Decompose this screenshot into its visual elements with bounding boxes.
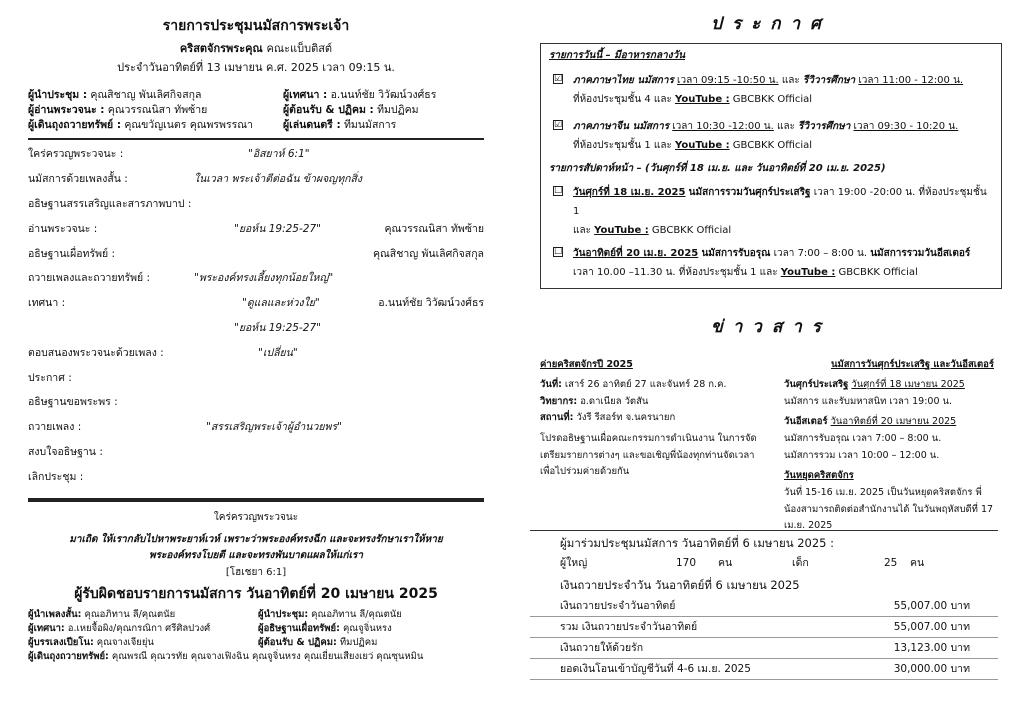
verse-reference: [โฮเชยา 6:1]: [225, 567, 287, 579]
role-value: อ.นนท์ชัย วิวัฒน์วงศ์ธร: [330, 89, 437, 101]
verse-label: ใคร่ครวญพระวจนะ: [213, 511, 299, 523]
order-detail: "ยอห์น 19:25-27": [234, 321, 321, 334]
easter-line: [784, 414, 994, 431]
holiday-text: วันที่ 15-16 เม.ย. 2025 เป็นวันหยุดคริสตจักร พี่น้องสามารถติดต่อสำนักงานได้ ในวันพฤหัสบดีที่ 17 เม.ย. 2025: [784, 486, 994, 532]
kids-count: 25: [884, 557, 898, 569]
order-row: [28, 347, 484, 372]
next-role: [28, 609, 258, 621]
event-day: วันอาทิตย์ที่ 20 เม.ย. 2025: [573, 248, 699, 260]
order-item: ถวายเพลง :: [28, 421, 82, 434]
news-easter: [784, 357, 994, 535]
offering-label: รวม เงินถวายประจำวันอาทิตย์: [560, 621, 698, 633]
role-welcome: [283, 104, 483, 117]
camp-place-value: วังรี รีสอร์ท จ.นครนายก: [576, 412, 676, 424]
verse-line: มาเถิด ให้เรากลับไปหาพระยาห์เวห์ เพราะว่าพระองค์ทรงฉีก และจะทรงรักษาเราให้หาย: [69, 534, 443, 546]
checkbox-checked-icon: ☑: [554, 119, 563, 130]
order-row: [28, 272, 484, 297]
role-preacher: [283, 89, 483, 102]
event-time: เวลา 7:00 – 8:00 น.: [773, 248, 868, 260]
order-row: [28, 471, 484, 496]
order-row: [28, 223, 484, 248]
next-role: [28, 637, 258, 649]
order-row: [28, 322, 484, 347]
checkbox-checked-icon: ☑: [554, 73, 563, 84]
youtube-channel: GBCBKK Official: [732, 93, 813, 105]
role-value: คุณขวัญเนตร คุณพรพรรณา: [124, 119, 253, 132]
conj: และ: [781, 74, 800, 86]
offering-amount: 30,000.00 บาท: [893, 663, 970, 675]
order-row: [28, 297, 484, 322]
next-role-label: ผู้นำประชุม:: [258, 609, 309, 621]
meditation-verse: [28, 512, 484, 580]
adults-label: ผู้ใหญ่: [560, 557, 588, 569]
order-detail: "อิสยาห์ 6:1": [248, 148, 310, 161]
service-time: เวลา 10:30 -12:00 น.: [672, 120, 774, 132]
order-item: ประกาศ :: [28, 371, 72, 384]
next-role-offering: [28, 651, 484, 663]
order-of-service-column: [28, 14, 484, 663]
goodfriday-line: [784, 377, 994, 394]
unit-label: คน: [910, 557, 925, 569]
goodfriday-label: วันศุกร์ประเสริฐ: [784, 379, 849, 391]
today-title: รายการวันนี้ – มีอาหารกลางวัน: [549, 50, 686, 62]
today-item-thai: [549, 71, 993, 109]
conj: และ: [777, 120, 795, 132]
camp-date: [540, 377, 772, 394]
next-week-schedule-title: รายการสัปดาห์หน้า – (วันศุกร์ที่ 18 เม.ย. และ วันอาทิตย์ที่ 20 เม.ย. 2025): [549, 162, 886, 174]
study-time: เวลา 11:00 - 12:00 น.: [858, 74, 964, 86]
next-role-label: ผู้เดินถุงถวายทรัพย์:: [28, 650, 109, 662]
next-role: [258, 623, 484, 635]
order-detail: "ยอห์น 19:25-27": [234, 222, 321, 235]
camp-speaker-value: อ.ดาเนียล วัตสัน: [580, 395, 649, 407]
order-row: [28, 396, 484, 421]
offering-row: [530, 659, 998, 680]
attendance-title: ผู้มาร่วมประชุมนมัสการ วันอาทิตย์ที่ 6 เมษายน 2025 :: [560, 536, 835, 550]
order-row: [28, 198, 484, 223]
event-desc: นมัสการรวมวันศุกร์ประเสริฐ: [688, 187, 811, 199]
order-item: อธิษฐานขอพระพร :: [28, 396, 118, 409]
announcements-box: [540, 43, 1002, 289]
verse-line: พระองค์ทรงโบยตี และจะทรงพันบาดแผลให้แก่เรา: [148, 549, 364, 561]
goodfriday-date: วันศุกร์ที่ 18 เมษายน 2025: [851, 379, 965, 391]
study-label: รีวิวารศึกษา: [802, 74, 856, 86]
next-role: [258, 637, 484, 649]
easter-service-1: นมัสการรับอรุณ เวลา 7:00 – 8:00 น.: [784, 433, 942, 444]
event-time-2: เวลา 10.00 –11.30 น. ที่ห้องประชุมชั้น 1 และ: [573, 267, 778, 279]
announcements-column: [540, 14, 1002, 535]
news-heading: ข่าวสาร: [711, 317, 831, 338]
news-section: [540, 357, 1002, 535]
study-label: รีวิวารศึกษา: [798, 120, 851, 132]
camp-date-label: วันที่:: [540, 379, 562, 391]
order-list: [28, 148, 484, 495]
next-role-value: อ.เหยจื้อผิง/คุณกรณิกา ศรีศิลปวงศ์: [67, 622, 211, 634]
offering-amount: 13,123.00 บาท: [893, 642, 970, 654]
easter-label: วันอีสเตอร์: [784, 416, 828, 428]
next-role-value: คุณจูจิ่นหรง: [342, 622, 392, 634]
offering-label: ยอดเงินโอนเข้าบัญชีวันที่ 4-6 เม.ย. 2025: [560, 663, 751, 675]
verse-text: [28, 532, 484, 563]
order-item: ใคร่ครวญพระวจนะ :: [28, 148, 124, 161]
next-role-label: ผู้ต้อนรับ & ปฏิคม:: [258, 636, 337, 648]
order-item: อธิษฐานสรรเสริญและสารภาพบาป :: [28, 197, 192, 210]
event-desc: นมัสการรับอรุณ: [701, 248, 771, 260]
service-time: เวลา 09:15 -10:50 น.: [677, 74, 779, 86]
church-name-bold: คริสตจักรพระคุณ: [179, 41, 263, 55]
next-week-title: ผู้รับผิดชอบรายการนมัสการ วันอาทิตย์ที่ 20 เมษายน 2025: [74, 585, 438, 602]
role-value: คุณวรรณนิสา ทัพซ้าย: [107, 104, 208, 117]
easter-service-2: นมัสการรวม เวลา 10:00 – 12:00 น.: [784, 449, 940, 461]
kids-label: เด็ก: [792, 557, 809, 569]
role-label: ผู้อ่านพระวจนะ :: [28, 104, 105, 117]
conj: และ: [573, 225, 591, 237]
role-label: ผู้เทศนา :: [283, 89, 328, 101]
camp-place: [540, 410, 772, 427]
order-item: ตอบสนองพระวจนะด้วยเพลง :: [28, 346, 164, 359]
event-desc-2: นมัสการรวมวันอีสเตอร์: [870, 248, 971, 260]
order-item: นมัสการด้วยเพลงสั้น :: [28, 173, 128, 186]
order-item: เทศนา :: [28, 297, 66, 310]
order-detail: "ดูแลและห่วงใย": [242, 297, 320, 310]
order-detail: "เปลี่ยน": [258, 346, 298, 359]
offering-title: เงินถวายประจำวัน วันอาทิตย์ที่ 6 เมษายน 2025: [560, 578, 800, 592]
order-detail: "พระองค์ทรงเลี้ยงทุกน้อยใหญ่": [194, 272, 334, 285]
next-role-label: ผู้เทศนา:: [28, 622, 65, 634]
offering-label: เงินถวายให้ด้วยรัก: [560, 642, 644, 654]
camp-place-label: สถานที่:: [540, 412, 574, 424]
order-person: คุณวรรณนิสา ทัพซ้าย: [384, 222, 484, 235]
order-person: คุณสิชาญ พันเลิศกิจสกุล: [373, 247, 484, 260]
role-label: ผู้เดินถุงถวายทรัพย์ :: [28, 119, 122, 132]
order-row: [28, 148, 484, 173]
next-role: [258, 609, 484, 621]
order-detail: "สรรเสริญพระเจ้าผู้อำนวยพร": [206, 421, 342, 434]
role-label: ผู้เล่นดนตรี :: [283, 119, 341, 132]
role-value: ทีมปฏิคม: [377, 104, 419, 117]
next-role-label: ผู้อธิษฐานเผื่อทรัพย์:: [258, 622, 340, 634]
church-denomination: คณะแบ็บติสต์: [266, 41, 333, 55]
youtube-channel: GBCBKK Official: [838, 267, 918, 279]
statistics-section: [530, 530, 998, 680]
attendance-title-row: [530, 533, 998, 554]
role-value: คุณสิชาญ พันเลิศกิจสกุล: [90, 89, 202, 101]
offering-row: [530, 596, 998, 617]
next-role-label: ผู้บรรเลงเปียโน:: [28, 636, 94, 648]
study-time: เวลา 09:30 - 10:20 น.: [853, 120, 959, 132]
next-role-value: คุณอภิทาน ลี/คุณตนัย: [84, 609, 176, 621]
today-item-chinese: [549, 117, 993, 155]
offering-row: [530, 638, 998, 659]
unit-label: คน: [718, 557, 733, 569]
camp-date-value: เสาร์ 26 อาทิตย์ 27 และจันทร์ 28 ก.ค.: [564, 379, 727, 391]
camp-speaker: [540, 394, 772, 411]
camp-speaker-label: วิทยากร:: [540, 395, 578, 407]
role-value: ทีมนมัสการ: [344, 119, 397, 132]
order-row: [28, 446, 484, 471]
order-item: อธิษฐานเผื่อทรัพย์ :: [28, 247, 116, 260]
church-name: [28, 42, 484, 56]
attendance-row: [530, 554, 998, 575]
service-lang: ภาคภาษาไทย นมัสการ: [573, 74, 674, 86]
role-label: ผู้นำประชุม :: [28, 89, 88, 101]
youtube-label: YouTube :: [594, 225, 649, 237]
holiday-title: วันหยุดคริสตจักร: [784, 470, 854, 482]
order-row: [28, 421, 484, 446]
offering-label: เงินถวายประจำวันอาทิตย์: [560, 600, 676, 612]
event-time: เวลา 19:00 -20:00 น. ที่ห้องประชุมชั้น 1: [573, 187, 987, 218]
camp-description: โปรดอธิษฐานเผื่อคณะกรรมการดำเนินงาน ในการจัดเตรียมรายการต่างๆ และขอเชิญพี่น้องทุกท่านจัดเวลา เพื่อไปร่วมค่ายด้วยกัน: [540, 433, 757, 478]
youtube-channel: GBCBKK Official: [651, 225, 732, 237]
place: ที่ห้องประชุมชั้น 1 และ: [573, 139, 672, 151]
event-day: วันศุกร์ที่ 18 เม.ย. 2025: [573, 187, 686, 199]
role-offering: [28, 119, 283, 132]
next-role-value: คุณพรณี คุณวรทัย คุณจางเฟิงฉิน คุณจูจิ่นหรง คุณเยี่ยนเสียงเยว่ คุณซุนหมิน: [111, 650, 424, 662]
order-item: สงบใจอธิษฐาน :: [28, 445, 103, 458]
offering-amount: 55,007.00 บาท: [893, 621, 970, 633]
youtube-label: YouTube :: [780, 267, 836, 279]
order-item: เลิกประชุม :: [28, 470, 84, 483]
adults-count: 170: [676, 557, 697, 569]
announcements-heading: ประกาศ: [711, 14, 831, 34]
order-row: [28, 372, 484, 397]
youtube-label: YouTube :: [675, 139, 730, 151]
goodfriday-service: นมัสการ และรับมหาสนิท เวลา 19:00 น.: [784, 395, 953, 407]
checkbox-empty-icon: ☐: [554, 186, 563, 197]
next-role-value: คุณอภิทาน ลี/คุณตนัย: [311, 609, 402, 621]
camp-title: ค่ายคริสตจักรปี 2025: [540, 358, 633, 370]
offering-amount: 55,007.00 บาท: [893, 600, 970, 612]
next-role-value: คุณจางเจียยุ่น: [96, 636, 154, 648]
order-item: ถวายเพลงและถวายทรัพย์ :: [28, 272, 151, 285]
divider: [28, 138, 484, 140]
next-role-value: ทีมปฏิคม: [339, 636, 378, 648]
order-row: [28, 173, 484, 198]
checkbox-empty-icon: ☐: [554, 247, 563, 258]
offering-row: [530, 617, 998, 638]
service-roles: [28, 89, 484, 132]
service-date: ประจำวันอาทิตย์ที่ 13 เมษายน ค.ศ. 2025 เวลา 09:15 น.: [117, 61, 395, 75]
service-title: รายการประชุมนมัสการพระเจ้า: [162, 18, 350, 34]
next-role: [28, 623, 258, 635]
role-reader: [28, 104, 283, 117]
service-lang: ภาคภาษาจีน นมัสการ: [573, 120, 670, 132]
easter-title: นมัสการวันศุกร์ประเสริฐ และวันอีสเตอร์: [831, 358, 994, 370]
order-person: อ.นนท์ชัย วิวัฒน์วงศ์ธร: [378, 297, 484, 310]
next-item-friday: [549, 183, 993, 240]
youtube-channel: GBCBKK Official: [732, 139, 813, 151]
easter-date: วันอาทิตย์ที่ 20 เมษายน 2025: [830, 416, 957, 428]
place: ที่ห้องประชุมชั้น 4 และ: [573, 93, 672, 105]
divider-thick: [28, 498, 484, 502]
next-item-sunday: [549, 244, 993, 282]
offering-title-row: [530, 575, 998, 596]
order-detail: ในเวลา พระเจ้าตีต่อฉัน ข้าผจญทุกสิ่ง: [194, 173, 363, 186]
order-row: [28, 248, 484, 273]
news-camp: [540, 357, 772, 535]
youtube-label: YouTube :: [675, 93, 730, 105]
role-music: [283, 119, 483, 132]
next-role-label: ผู้นำเพลงสั้น:: [28, 609, 82, 621]
order-item: อ่านพระวจนะ :: [28, 222, 98, 235]
next-week-roles: [28, 609, 484, 663]
role-label: ผู้ต้อนรับ & ปฏิคม :: [283, 104, 374, 117]
role-leader: [28, 89, 283, 102]
